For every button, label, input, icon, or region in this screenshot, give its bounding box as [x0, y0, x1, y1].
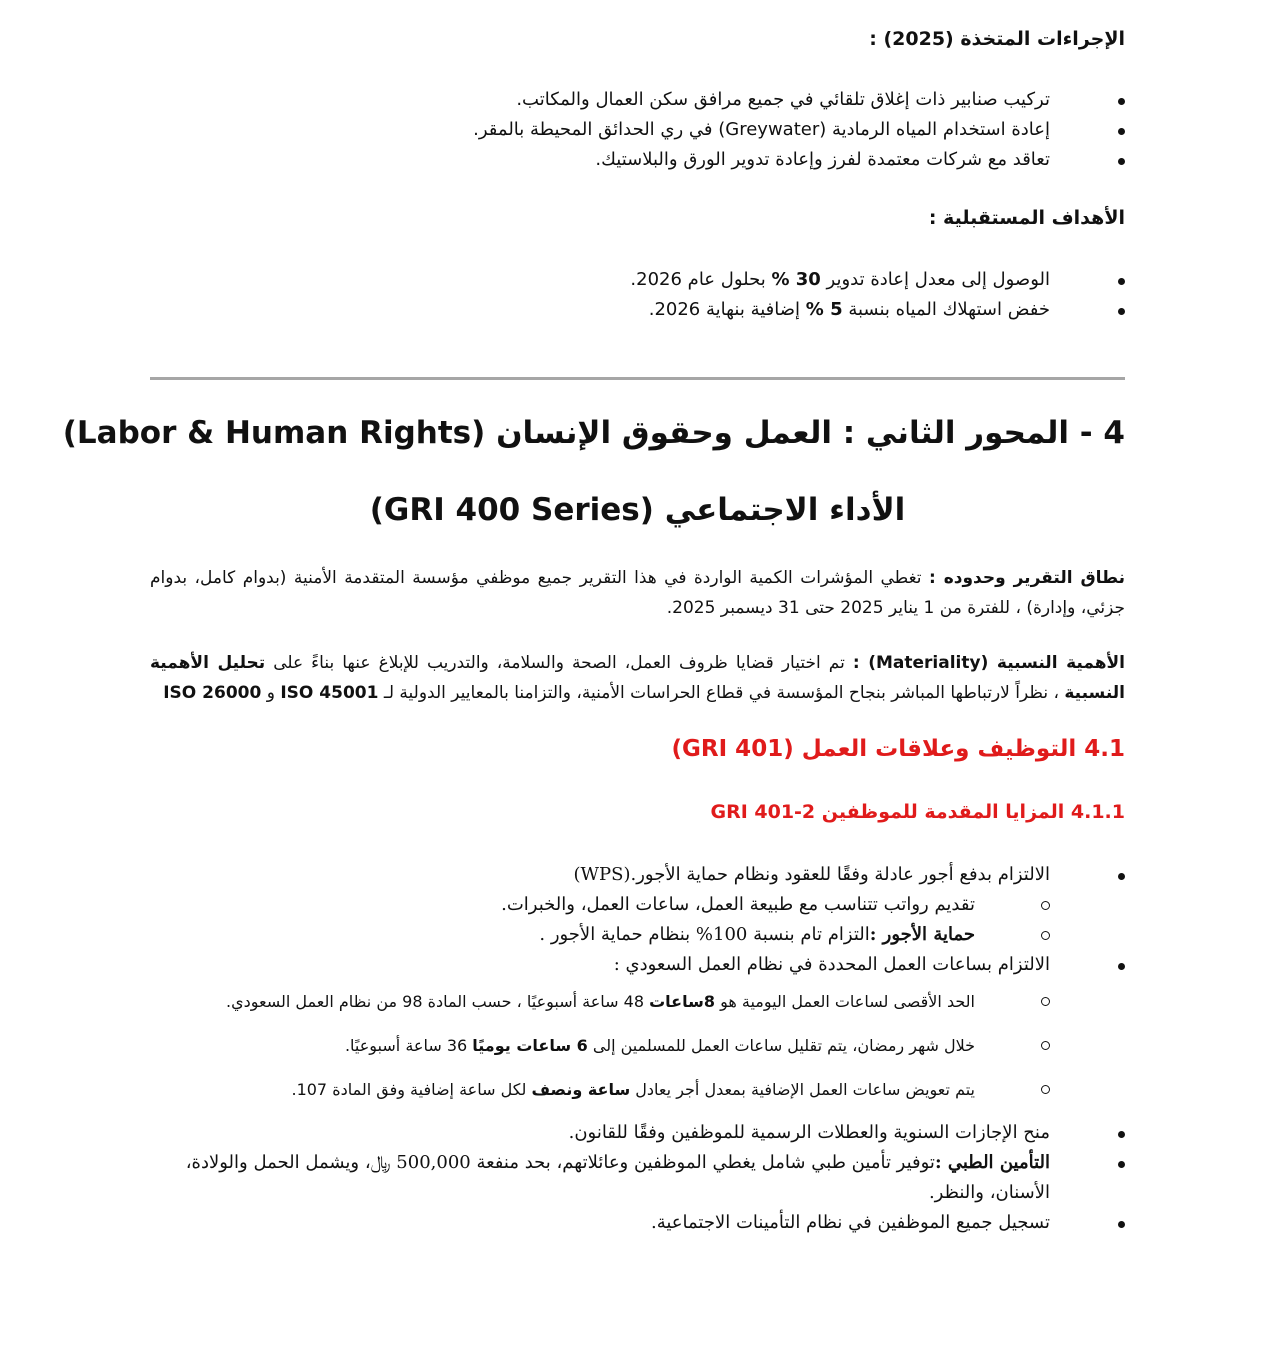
bullet-icon [1118, 98, 1125, 105]
circle-bullet-icon [1041, 931, 1050, 940]
bullet-icon [1118, 1131, 1125, 1138]
bullet-icon [1118, 873, 1125, 880]
bullet-icon [1118, 278, 1125, 285]
materiality-paragraph: الأهمية النسبية (Materiality) : تم اختيار قضايا ظروف العمل، الصحة والسلامة، والتدريب للإبلاغ عنها بناءً على تحليل الأهمية النسبية ، نظراً لارتباطها المباشر بنجاح المؤسسة في قطاع الحراسات الأمنية، والتزامنا بالمعايير الدولية لـ ISO 45001 و ISO 26000 [150, 653, 1125, 703]
bullet-icon [1118, 963, 1125, 970]
list-item: التأمين الطبي :توفير تأمين طبي شامل يغطي الموظفين وعائلاتهم، بحد منفعة 500,000 ﷼، ويشمل الحمل والولادة، الأسنان، والنظر. [150, 1148, 1050, 1208]
scope-paragraph: نطاق التقرير وحدوده : تغطي المؤشرات الكمية الواردة في هذا التقرير جميع موظفي مؤسسة المتقدمة الأمنية (بدوام كامل، بدوام جزئي، وإدارة) ، للفترة من 1 يناير 2025 حتى 31 ديسمبر 2025. [150, 568, 1125, 618]
bullet-icon [1118, 158, 1125, 165]
list-item: الالتزام بساعات العمل المحددة في نظام العمل السعودي : [150, 950, 1050, 980]
sub-list-item: الحد الأقصى لساعات العمل اليومية هو 8ساعات 48 ساعة أسبوعيًا ، حسب المادة 98 من نظام العمل السعودي. [150, 980, 975, 1024]
axis-subtitle: الأداء الاجتماعي (GRI 400 Series) [369, 492, 906, 528]
bullet-icon [1118, 308, 1125, 315]
list-item: تعاقد مع شركات معتمدة لفرز وإعادة تدوير الورق والبلاستيك. [473, 145, 1050, 175]
section-4-1-1-heading: 4.1.1 المزايا المقدمة للموظفين GRI 401-2 [710, 801, 1125, 823]
sub-list-item: تقديم رواتب تتناسب مع طبيعة العمل، ساعات العمل، والخبرات. [150, 890, 975, 920]
circle-bullet-icon [1041, 1041, 1050, 1050]
scope-label: نطاق التقرير وحدوده : [928, 568, 1125, 588]
bullet-icon [1118, 1161, 1125, 1168]
sub-list-item: خلال شهر رمضان، يتم تقليل ساعات العمل للمسلمين إلى 6 ساعات يوميًا 36 ساعة أسبوعيًا. [150, 1024, 975, 1068]
goals-list [630, 265, 1050, 325]
materiality-label: الأهمية النسبية (Materiality) : [852, 653, 1125, 673]
actions-heading: الإجراءات المتخذة (2025) : [869, 28, 1125, 50]
bullet-icon [1118, 1221, 1125, 1228]
list-item: إعادة استخدام المياه الرمادية (Greywater) في ري الحدائق المحيطة بالمقر. [473, 115, 1050, 145]
list-item: تسجيل جميع الموظفين في نظام التأمينات الاجتماعية. [150, 1208, 1050, 1238]
bullet-icon [1118, 128, 1125, 135]
list-item: خفض استهلاك المياه بنسبة 5 % إضافية بنهاية 2026. [630, 295, 1050, 325]
list-item: الالتزام بدفع أجور عادلة وفقًا للعقود ونظام حماية الأجور.(WPS) [150, 860, 1050, 890]
horizontal-divider [150, 377, 1125, 380]
list-item: منح الإجازات السنوية والعطلات الرسمية للموظفين وفقًا للقانون. [150, 1118, 1050, 1148]
circle-bullet-icon [1041, 997, 1050, 1006]
sub-list-item: يتم تعويض ساعات العمل الإضافية بمعدل أجر يعادل ساعة ونصف لكل ساعة إضافية وفق المادة 107. [150, 1068, 975, 1112]
actions-list [473, 85, 1050, 175]
list-item: الوصول إلى معدل إعادة تدوير 30 % بحلول عام 2026. [630, 265, 1050, 295]
goals-heading: الأهداف المستقبلية : [928, 207, 1125, 229]
axis-title: 4 - المحور الثاني : العمل وحقوق الإنسان (Labor & Human Rights) [62, 415, 1125, 451]
circle-bullet-icon [1041, 1085, 1050, 1094]
benefits-list [150, 860, 1050, 1238]
sub-list-item: حماية الأجور :التزام تام بنسبة 100% بنظام حماية الأجور . [150, 920, 975, 950]
circle-bullet-icon [1041, 901, 1050, 910]
list-item: تركيب صنابير ذات إغلاق تلقائي في جميع مرافق سكن العمال والمكاتب. [473, 85, 1050, 115]
section-4-1-heading: 4.1 التوظيف وعلاقات العمل (GRI 401) [671, 736, 1125, 762]
